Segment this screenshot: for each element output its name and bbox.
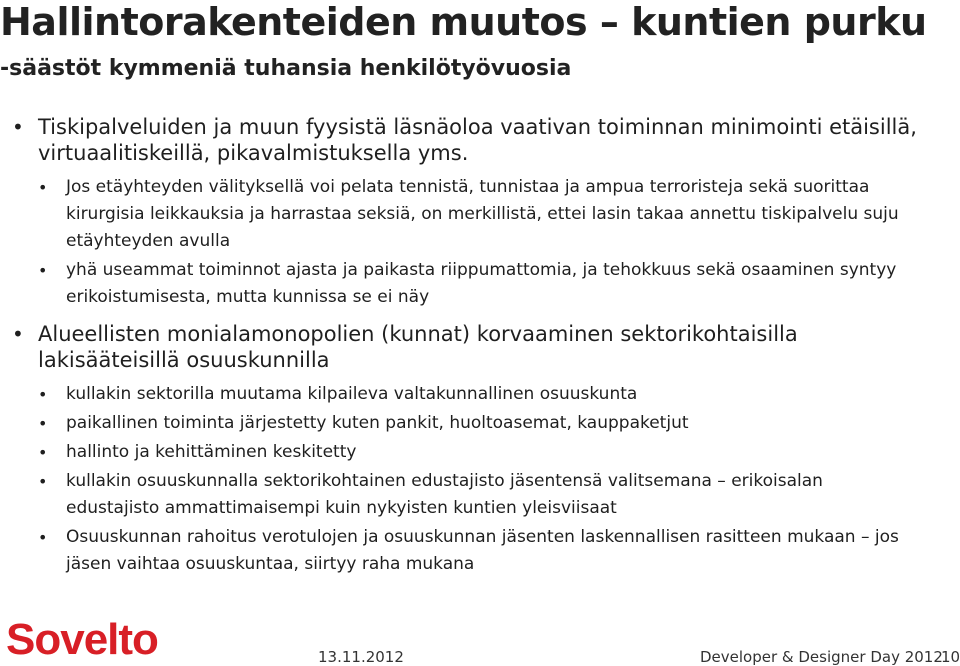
slide-title: Hallintorakenteiden muutos – kuntien purku — [0, 0, 927, 44]
bullet-level2 — [0, 174, 920, 255]
bullet-icon: • — [38, 261, 48, 280]
bullet-icon: • — [38, 385, 48, 404]
bullet-level2 — [0, 439, 920, 466]
footer-date: 13.11.2012 — [318, 648, 404, 666]
slide-subtitle: -säästöt kymmeniä tuhansia henkilötyövuosia — [0, 56, 572, 81]
bullet-level2 — [0, 468, 920, 522]
bullet-level1 — [0, 321, 920, 373]
bullet-text: Tiskipalveluiden ja muun fyysistä läsnäoloa vaativan toiminnan minimointi etäisillä, virtuaalitiskeillä, pikavalmistuksella yms. — [38, 115, 917, 165]
bullet-text: kullakin osuuskunnalla sektorikohtainen edustajisto jäsentensä valitsemana – erikoisalan edustajisto ammattimaisempi kuin nykyisten kuntien yleisviisaat — [66, 471, 823, 518]
bullet-text: kullakin sektorilla muutama kilpaileva valtakunnallinen osuuskunta — [66, 384, 638, 404]
bullet-icon: • — [38, 443, 48, 462]
bullet-level2 — [0, 524, 920, 578]
bullet-text: paikallinen toiminta järjestetty kuten pankit, huoltoasemat, kauppaketjut — [66, 413, 689, 433]
bullet-icon: • — [12, 322, 24, 346]
bullet-level2 — [0, 257, 920, 311]
bullet-icon: • — [12, 115, 24, 139]
bullet-icon: • — [38, 472, 48, 491]
bullet-icon: • — [38, 528, 48, 547]
bullet-level2 — [0, 410, 920, 437]
bullet-text: Osuuskunnan rahoitus verotulojen ja osuuskunnan jäsenten laskennallisen rasitteen mukaan – jos jäsen vaihtaa osuuskuntaa, siirtyy raha mukana — [66, 527, 899, 574]
bullet-level1 — [0, 114, 920, 166]
bullet-icon: • — [38, 178, 48, 197]
bullet-text: Alueellisten monialamonopolien (kunnat) korvaaminen sektorikohtaisilla lakisääteisillä osuuskunnilla — [38, 322, 798, 372]
slide-content — [0, 114, 960, 580]
sovelto-logo: Sovelto — [6, 615, 158, 664]
footer-event: Developer & Designer Day 2012 — [700, 648, 943, 666]
bullet-text: hallinto ja kehittäminen keskitetty — [66, 442, 357, 462]
bullet-icon: • — [38, 414, 48, 433]
page-number: 10 — [941, 648, 960, 666]
bullet-level2 — [0, 381, 920, 408]
bullet-text: yhä useammat toiminnot ajasta ja paikasta riippumattomia, ja tehokkuus sekä osaaminen syntyy erikoistumisesta, mutta kunnissa se ei näy — [66, 260, 897, 307]
bullet-text: Jos etäyhteyden välityksellä voi pelata tennistä, tunnistaa ja ampua terroristeja sekä suorittaa kirurgisia leikkauksia ja harrastaa seksiä, on merkillistä, ettei lasin takaa annettu tiskipalvelu suju etäyhteyden avulla — [66, 177, 899, 251]
